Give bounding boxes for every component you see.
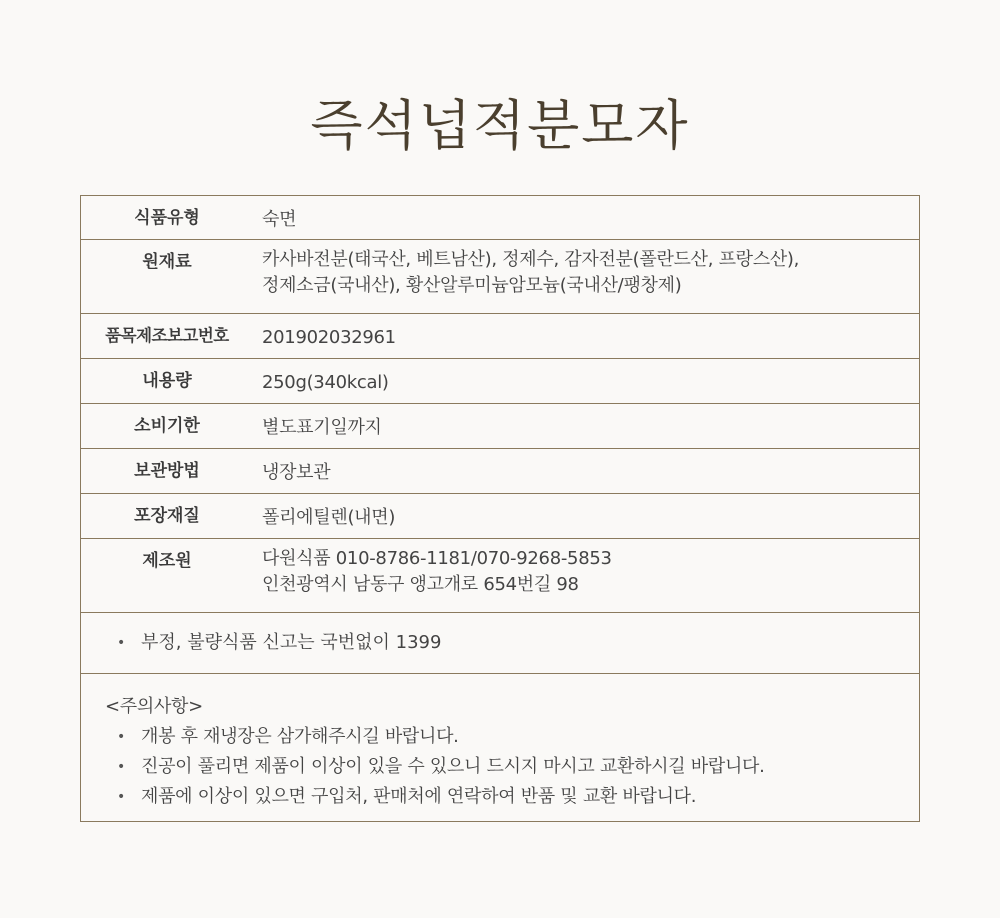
list-item	[105, 782, 919, 812]
table-row	[81, 449, 919, 494]
row-label: 식품유형	[134, 208, 200, 228]
value-line: 폴리에틸렌(내면)	[262, 507, 396, 528]
bullet-icon: •	[117, 759, 125, 775]
row-value	[253, 196, 919, 239]
value-line: 정제소금(국내산), 황산알루미늄암모늄(국내산/팽창제)	[262, 275, 682, 296]
row-label: 품목제조보고번호	[105, 326, 229, 345]
row-label: 소비기한	[134, 416, 200, 436]
caution-heading: <주의사항>	[105, 696, 203, 717]
product-info-table	[80, 195, 920, 822]
list-item	[105, 752, 919, 782]
row-value	[253, 240, 919, 313]
table-row	[81, 404, 919, 449]
row-value	[253, 494, 919, 538]
value-line: 냉장보관	[262, 462, 331, 483]
caution-text: 진공이 풀리면 제품이 이상이 있을 수 있으니 드시지 마시고 교환하시길 바랍니다.	[141, 756, 765, 777]
bullet-icon: •	[117, 789, 125, 805]
row-value	[253, 539, 919, 612]
value-line: 인천광역시 남동구 앵고개로 654번길 98	[262, 574, 579, 595]
row-value	[253, 449, 919, 493]
value-line: 201902032961	[262, 327, 396, 348]
row-label: 원재료	[142, 252, 192, 272]
bullet-icon: •	[117, 635, 126, 651]
notice-text: 부정, 불량식품 신고는 국번없이 1399	[141, 632, 442, 653]
table-row	[81, 314, 919, 359]
value-line: 별도표기일까지	[262, 417, 382, 438]
caution-text: 개봉 후 재냉장은 삼가해주시길 바랍니다.	[141, 726, 459, 747]
value-line: 숙면	[262, 209, 297, 230]
row-value	[253, 314, 919, 358]
table-row	[81, 494, 919, 539]
list-item	[105, 722, 919, 752]
value-line: 다원식품 010-8786-1181/070-9268-5853	[262, 548, 612, 569]
table-row	[81, 359, 919, 404]
row-label: 제조원	[142, 551, 192, 571]
report-notice	[81, 613, 919, 674]
row-value	[253, 359, 919, 403]
caution-section	[81, 674, 919, 821]
list-item	[117, 631, 919, 655]
page-title: 즉석넙적분모자	[310, 94, 690, 157]
row-value	[253, 404, 919, 448]
row-label: 포장재질	[134, 506, 200, 526]
table-row	[81, 240, 919, 314]
row-label: 보관방법	[134, 461, 200, 481]
row-label: 내용량	[142, 371, 192, 391]
caution-text: 제품에 이상이 있으면 구입처, 판매처에 연락하여 반품 및 교환 바랍니다.	[141, 786, 697, 807]
value-line: 카사바전분(태국산, 베트남산), 정제수, 감자전분(폴란드산, 프랑스산),	[262, 249, 800, 270]
bullet-icon: •	[117, 729, 125, 745]
table-row	[81, 196, 919, 240]
value-line: 250g(340kcal)	[262, 372, 389, 393]
table-row	[81, 539, 919, 613]
